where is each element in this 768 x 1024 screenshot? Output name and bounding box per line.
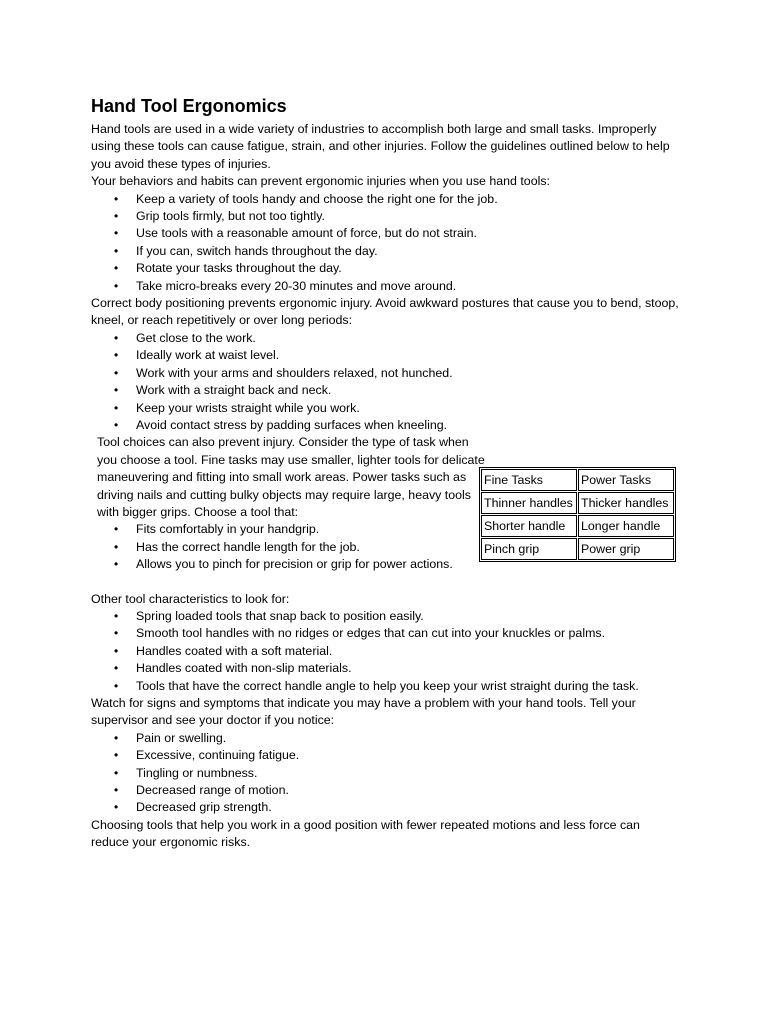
tool-choice-lead: Tool choices can also prevent injury. Consider the type of task when you choose a tool. Fine tasks may use smaller, lighter tools for delicate maneuvering and fitting into small work areas. Power tasks such as driving nails and cutting bulky objects may require large, heavy tools with bigger grips. Choose a tool that: bbox=[97, 435, 485, 519]
list-item: • Grip tools firmly, but not too tightly. bbox=[91, 208, 681, 225]
table-cell: Thinner handles bbox=[481, 492, 577, 514]
symptoms-list bbox=[91, 730, 681, 817]
table-cell: Power grip bbox=[578, 538, 674, 560]
list-item: • Excessive, continuing fatigue. bbox=[91, 747, 681, 764]
intro-paragraph: Hand tools are used in a wide variety of industries to accomplish both large and small tasks. Improperly using these tools can cause fatigue, strain, and other injuries. Follow the guidelines outlined below to help you avoid these types of injuries. bbox=[91, 122, 670, 171]
page-title: Hand Tool Ergonomics bbox=[91, 96, 287, 116]
symptoms-lead: Watch for signs and symptoms that indicate you may have a problem with your hand tools. Tell your supervisor and see your doctor if you notice: bbox=[91, 696, 636, 728]
list-item: • Has the correct handle length for the job. bbox=[91, 539, 681, 556]
list-item: • Tingling or numbness. bbox=[91, 765, 681, 782]
list-item: • Tools that have the correct handle angle to help you keep your wrist straight during the task. bbox=[91, 678, 681, 695]
list-item: • Handles coated with a soft material. bbox=[91, 643, 681, 660]
task-comparison-table bbox=[479, 467, 676, 562]
behaviors-lead: Your behaviors and habits can prevent ergonomic injuries when you use hand tools: bbox=[91, 174, 550, 189]
list-item: • Take micro-breaks every 20-30 minutes and move around. bbox=[91, 278, 681, 295]
list-item: • Keep your wrists straight while you work. bbox=[91, 400, 681, 417]
behaviors-list bbox=[91, 191, 681, 295]
list-item: • Allows you to pinch for precision or grip for power actions. bbox=[91, 556, 681, 573]
list-item: • Avoid contact stress by padding surfaces when kneeling. bbox=[91, 417, 681, 434]
positioning-list bbox=[91, 330, 681, 434]
list-item: • Handles coated with non-slip materials. bbox=[91, 660, 681, 677]
list-item: • Smooth tool handles with no ridges or edges that can cut into your knuckles or palms. bbox=[91, 625, 681, 642]
positioning-lead: Correct body positioning prevents ergonomic injury. Avoid awkward postures that cause you to bend, stoop, kneel, or reach repetitively or over long periods: bbox=[91, 296, 679, 328]
table-cell: Pinch grip bbox=[481, 538, 577, 560]
list-item: • Ideally work at waist level. bbox=[91, 347, 681, 364]
section-spacer bbox=[91, 574, 681, 591]
list-item: • Work with your arms and shoulders relaxed, not hunched. bbox=[91, 365, 681, 382]
table-row bbox=[481, 538, 674, 560]
characteristics-lead: Other tool characteristics to look for: bbox=[91, 591, 290, 606]
table-header-row bbox=[481, 469, 674, 491]
table-cell: Longer handle bbox=[578, 515, 674, 537]
table-row bbox=[481, 515, 674, 537]
list-item: • Keep a variety of tools handy and choose the right one for the job. bbox=[91, 191, 681, 208]
characteristics-list bbox=[91, 608, 681, 695]
tool-choice-section bbox=[91, 434, 681, 573]
list-item: • Decreased grip strength. bbox=[91, 799, 681, 816]
list-item: • Pain or swelling. bbox=[91, 730, 681, 747]
list-item: • Get close to the work. bbox=[91, 330, 681, 347]
table-header: Fine Tasks bbox=[481, 469, 577, 491]
table-row bbox=[481, 492, 674, 514]
table-cell: Thicker handles bbox=[578, 492, 674, 514]
list-item: • Use tools with a reasonable amount of force, but do not strain. bbox=[91, 225, 681, 242]
list-item: • Rotate your tasks throughout the day. bbox=[91, 260, 681, 277]
list-item: • Decreased range of motion. bbox=[91, 782, 681, 799]
table-header: Power Tasks bbox=[578, 469, 674, 491]
list-item: • Work with a straight back and neck. bbox=[91, 382, 681, 399]
table-cell: Shorter handle bbox=[481, 515, 577, 537]
document-body bbox=[91, 94, 681, 852]
list-item: • Fits comfortably in your handgrip. bbox=[91, 521, 681, 538]
list-item: • If you can, switch hands throughout the day. bbox=[91, 243, 681, 260]
list-item: • Spring loaded tools that snap back to position easily. bbox=[91, 608, 681, 625]
closing-paragraph: Choosing tools that help you work in a good position with fewer repeated motions and less force can reduce your ergonomic risks. bbox=[91, 817, 640, 850]
